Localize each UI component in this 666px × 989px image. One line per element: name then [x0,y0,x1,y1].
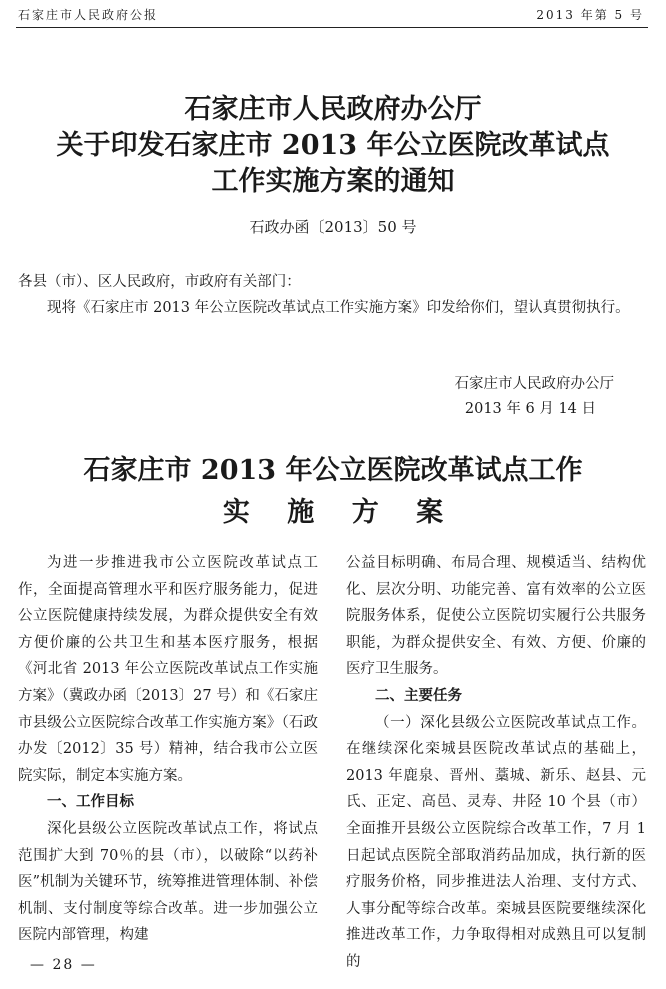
goals-paragraph: 深化县级公立医院改革试点工作，将试点范围扩大到 70％的县（市），以破除“以药补医”机制为关键环节，统筹推进管理体制、补偿机制、支付制度等综合改革。进一步加强公立医院内部管理，构建 [18,820,318,944]
signature-date: 2013 年 6 月 14 日 [464,401,596,417]
plan-intro-paragraph: 为进一步推进我市公立医院改革试点工作，全面提高管理水平和医疗服务能力，促进公立医院健康持续发展，为群众提供安全有效方便价廉的公共卫生和基本医疗服务，根据《河北省 2013 年公立医院改革试点工作实施方案》（冀政办函〔2013〕27 号）和《石家庄市县级公立医院综合改革工作实施方案》（石政办发〔2012〕35 号）精神，结合我市公立医院实际，制定本实施方案。 [18,555,318,784]
header-publication-name: 石家庄市人民政府公报 [18,8,159,22]
plan-title-line-1: 石家庄市 2013 年公立医院改革试点工作 [83,455,583,486]
section-heading-tasks: 二、主要任务 [375,686,462,704]
header-rule [16,27,648,28]
right-column [346,550,646,976]
header-issue-number: 2013 年第 5 号 [536,8,644,22]
page-number: — 28 — [30,957,97,973]
document-number: 石政办函〔2013〕50 号 [249,218,417,236]
section-heading-goals: 一、工作目标 [47,793,134,811]
notice-title-line-1: 石家庄市人民政府办公厅 [184,94,482,125]
plan-title-line-2: 实 施 方 案 [222,497,458,528]
tasks-subsection-1: （一）深化县级公立医院改革试点工作。在继续深化栾城县医院改革试点的基础上，2013 年鹿泉、晋州、藁城、新乐、赵县、元氏、正定、高邑、灵寿、井陉 10 个县（市）全面推开县级公立医院综合改革工作，7 月 1 日起试点医院全部取消药品加成，执行新的医疗服务价格，同步推进法人治理、支付方式、人事分配等综合改革。栾城县医院要继续深化推进改革工作，力争取得相对成熟且可以复制的 [346,714,646,970]
signature-organization: 石家庄市人民政府办公厅 [454,376,614,392]
goals-paragraph-continued: 公益目标明确、布局合理、规模适当、结构优化、层次分明、功能完善、富有效率的公立医院服务体系，促使公立医院切实履行公共服务职能，为群众提供安全、有效、方便、价廉的医疗卫生服务。 [346,555,646,678]
notice-title-line-2: 关于印发石家庄市 2013 年公立医院改革试点 [56,130,610,161]
notice-addressee: 各县（市）、区人民政府，市政府有关部门： [18,274,301,290]
notice-body: 现将《石家庄市 2013 年公立医院改革试点工作实施方案》印发给你们，望认真贯彻执行。 [47,300,630,316]
notice-title-line-3: 工作实施方案的通知 [211,166,455,197]
left-column [18,550,318,949]
